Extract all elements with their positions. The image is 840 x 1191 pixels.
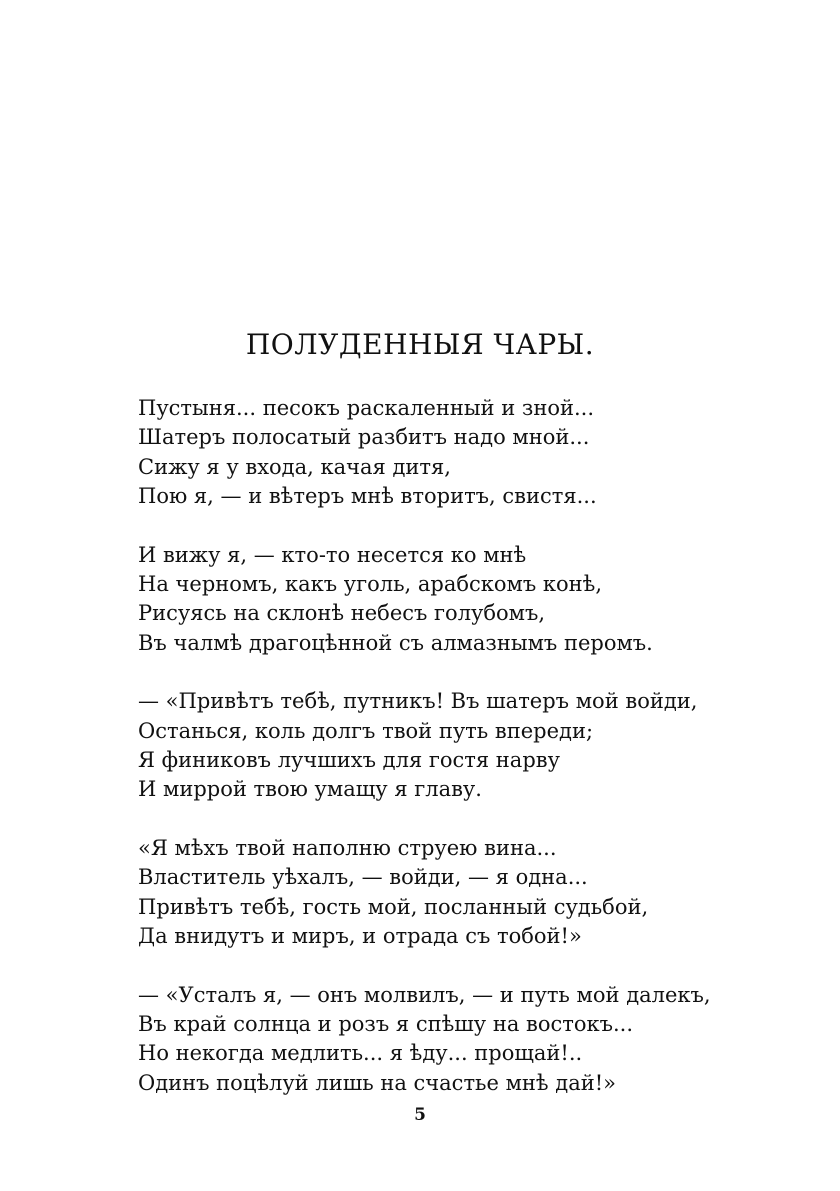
poem-line: Въ чалмѣ драгоцѣнной съ алмазнымъ перомъ.	[138, 630, 653, 655]
poem-line: Одинъ поцѣлуй лишь на счастье мнѣ дай!»	[138, 1070, 616, 1095]
stanza-1	[138, 394, 778, 512]
poem-line: Властитель уѣхалъ, — войди, — я одна...	[138, 865, 588, 890]
stanza-4	[138, 834, 778, 952]
poem-title: ПОЛУДЕННЫЯ ЧАРЫ.	[245, 328, 595, 361]
stanza-2	[138, 541, 778, 659]
poem-line: Привѣтъ тебѣ, гость мой, посланный судьбой,	[138, 894, 649, 919]
stanza-5	[138, 981, 778, 1099]
poem-line: Сижу я у входа, качая дитя,	[138, 454, 451, 479]
poem-line: И миррой твою умащу я главу.	[138, 777, 482, 802]
poem-line: Пустыня... песокъ раскаленный и зной...	[138, 396, 595, 420]
poem-line: Останься, коль долгъ твой путь впереди;	[138, 718, 594, 743]
poem-line: — «Усталъ я, — онъ молвилъ, — и путь мой далекъ,	[138, 982, 711, 1007]
stanza-3	[138, 687, 778, 805]
poem-line: Рисуясь на склонѣ небесъ голубомъ,	[138, 601, 546, 626]
poem-line: Я финиковъ лучшихъ для гостя нарву	[138, 748, 560, 773]
poem-line: «Я мѣхъ твой наполню струею вина...	[138, 835, 557, 860]
poem-line: Пою я, — и вѣтеръ мнѣ вторитъ, свистя...	[138, 484, 597, 509]
poem-line: Но некогда медлить... я ѣду... прощай!..	[138, 1041, 583, 1066]
poem-line: Да внидутъ и миръ, и отрада съ тобой!»	[138, 924, 582, 949]
poem-line: И вижу я, — кто-то несется ко мнѣ	[138, 542, 527, 567]
poem-line: — «Привѣтъ тебѣ, путникъ! Въ шатеръ мой войди,	[138, 689, 698, 714]
poem-line: Въ край солнца и розъ я спѣшу на востокъ...	[138, 1011, 634, 1036]
page-number: 5	[414, 1105, 426, 1125]
poem-line: На черномъ, какъ уголь, арабскомъ конѣ,	[138, 572, 603, 597]
poem-line: Шатеръ полосатый разбитъ надо мной...	[138, 425, 590, 450]
poem-body	[138, 394, 778, 1127]
